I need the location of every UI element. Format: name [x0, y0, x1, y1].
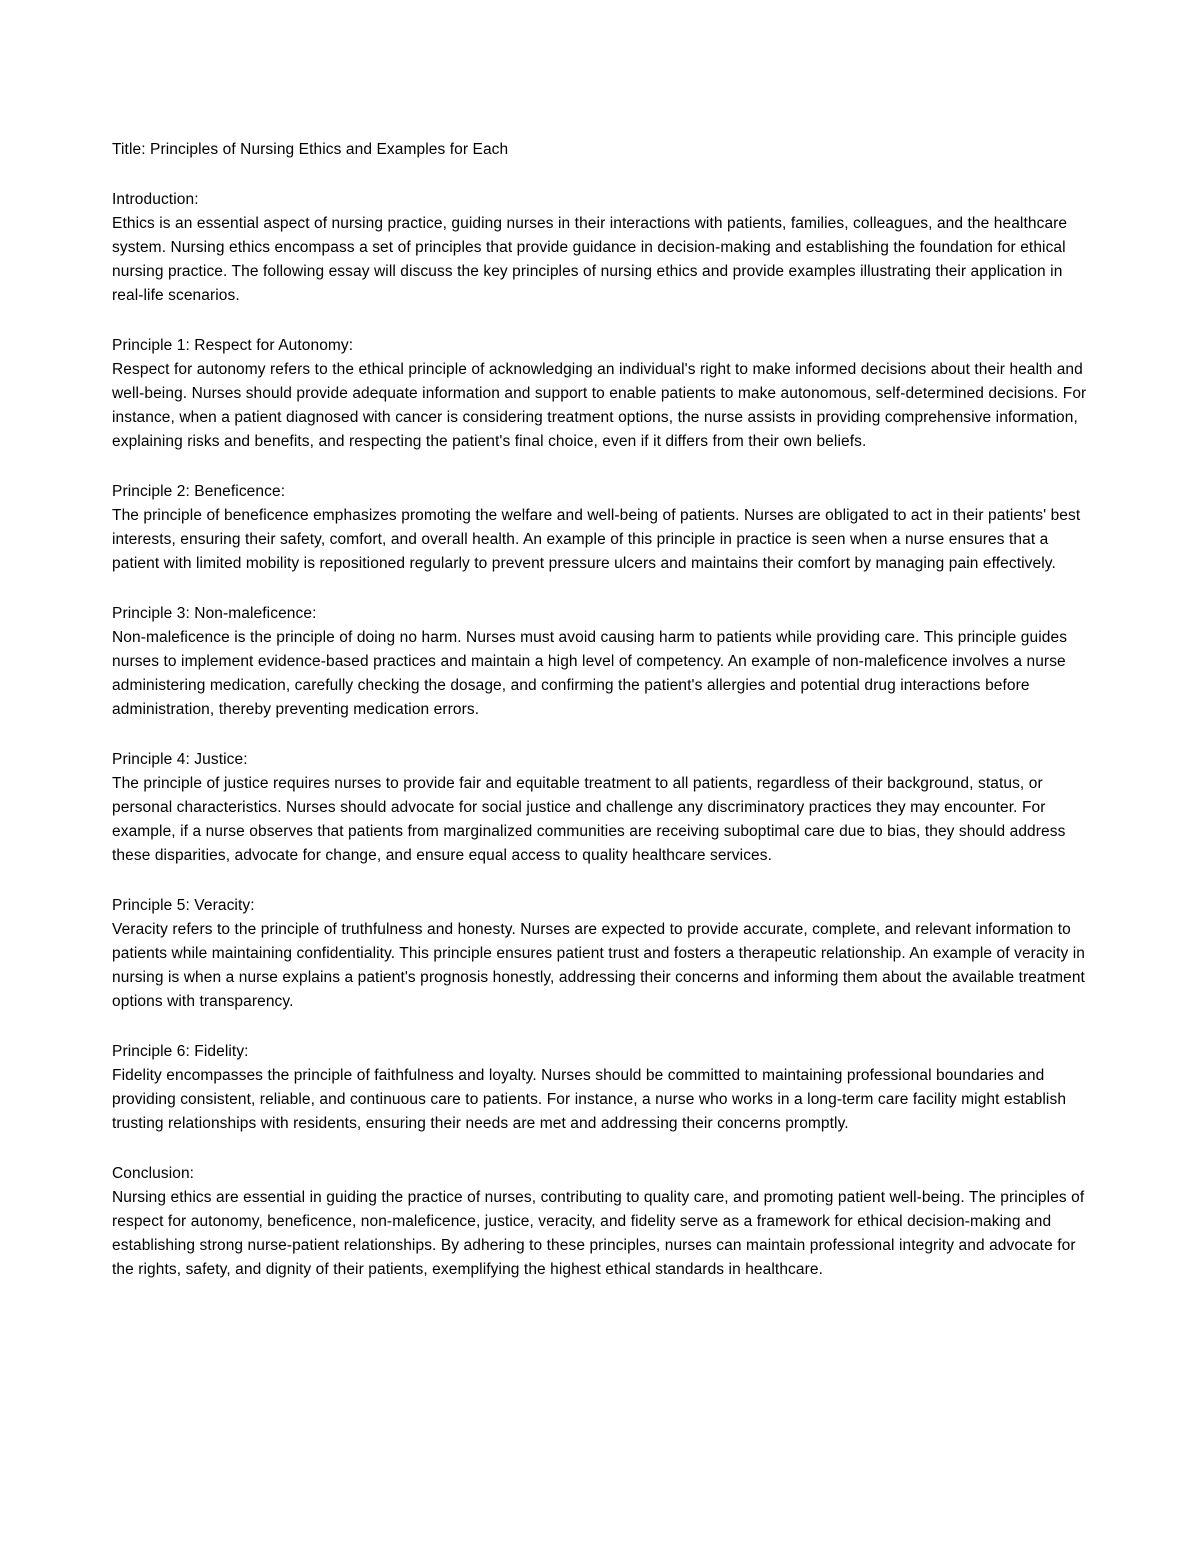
section-principle-3 [112, 602, 1092, 722]
section-heading: Principle 2: Beneficence: [112, 483, 286, 500]
section-paragraph: Fidelity encompasses the principle of faithfulness and loyalty. Nurses should be committed to maintaining professional boundaries and providing consistent, reliable, and continuous care to patients. For instance, a nurse who works in a long-term care facility might establish trusting relationships with residents, ensuring their needs are met and addressing their concerns promptly. [112, 1067, 1067, 1132]
section-introduction [112, 188, 1092, 308]
section-paragraph: Respect for autonomy refers to the ethical principle of acknowledging an individual's right to make informed decisions about their health and well-being. Nurses should provide adequate information and support to enable patients to make autonomous, self-determined decisions. For instance, when a patient diagnosed with cancer is considering treatment options, the nurse assists in providing comprehensive information, explaining risks and benefits, and respecting the patient's final choice, even if it differs from their own beliefs. [112, 361, 1087, 450]
section-paragraph: The principle of beneficence emphasizes promoting the welfare and well-being of patients. Nurses are obligated to act in their patients' best interests, ensuring their safety, comfort, and overall health. An example of this principle in practice is seen when a nurse ensures that a patient with limited mobility is repositioned regularly to prevent pressure ulcers and maintains their comfort by managing pain effectively. [112, 507, 1081, 572]
section-heading: Conclusion: [112, 1165, 195, 1182]
section-paragraph: Veracity refers to the principle of truthfulness and honesty. Nurses are expected to provide accurate, complete, and relevant information to patients while maintaining confidentiality. This principle ensures patient trust and fosters a therapeutic relationship. An example of veracity in nursing is when a nurse explains a patient's prognosis honestly, addressing their concerns and informing them about the available treatment options with transparency. [112, 921, 1085, 1010]
section-paragraph: Nursing ethics are essential in guiding the practice of nurses, contributing to quality care, and promoting patient well-being. The principles of respect for autonomy, beneficence, non-maleficence, justice, veracity, and fidelity serve as a framework for ethical decision-making and establishing strong nurse-patient relationships. By adhering to these principles, nurses can maintain professional integrity and advocate for the rights, safety, and dignity of their patients, exemplifying the highest ethical standards in healthcare. [112, 1189, 1085, 1278]
section-heading: Principle 5: Veracity: [112, 897, 255, 914]
section-paragraph: Non-maleficence is the principle of doing no harm. Nurses must avoid causing harm to patients while providing care. This principle guides nurses to implement evidence-based practices and maintain a high level of competency. An example of non-maleficence involves a nurse administering medication, carefully checking the dosage, and confirming the patient's allergies and potential drug interactions before administration, thereby preventing medication errors. [112, 629, 1068, 718]
section-heading: Principle 6: Fidelity: [112, 1043, 249, 1060]
section-paragraph: Ethics is an essential aspect of nursing practice, guiding nurses in their interactions with patients, families, colleagues, and the healthcare system. Nursing ethics encompass a set of principles that provide guidance in decision-making and establishing the foundation for ethical nursing practice. The following essay will discuss the key principles of nursing ethics and provide examples illustrating their application in real-life scenarios. [112, 215, 1068, 304]
section-heading: Principle 4: Justice: [112, 751, 248, 768]
document-title: Title: Principles of Nursing Ethics and Examples for Each [112, 141, 509, 158]
section-principle-2 [112, 480, 1092, 576]
section-principle-1 [112, 334, 1092, 454]
section-heading: Principle 3: Non-maleficence: [112, 605, 317, 622]
section-heading: Principle 1: Respect for Autonomy: [112, 337, 354, 354]
section-principle-5 [112, 894, 1092, 1014]
section-principle-6 [112, 1040, 1092, 1136]
section-paragraph: The principle of justice requires nurses to provide fair and equitable treatment to all patients, regardless of their background, status, or personal characteristics. Nurses should advocate for social justice and challenge any discriminatory practices they may encounter. For example, if a nurse observes that patients from marginalized communities are receiving suboptimal care due to bias, they should address these disparities, advocate for change, and ensure equal access to quality healthcare services. [112, 775, 1066, 864]
section-heading: Introduction: [112, 191, 199, 208]
section-principle-4 [112, 748, 1092, 868]
document-body [112, 138, 1092, 1308]
section-conclusion [112, 1162, 1092, 1282]
